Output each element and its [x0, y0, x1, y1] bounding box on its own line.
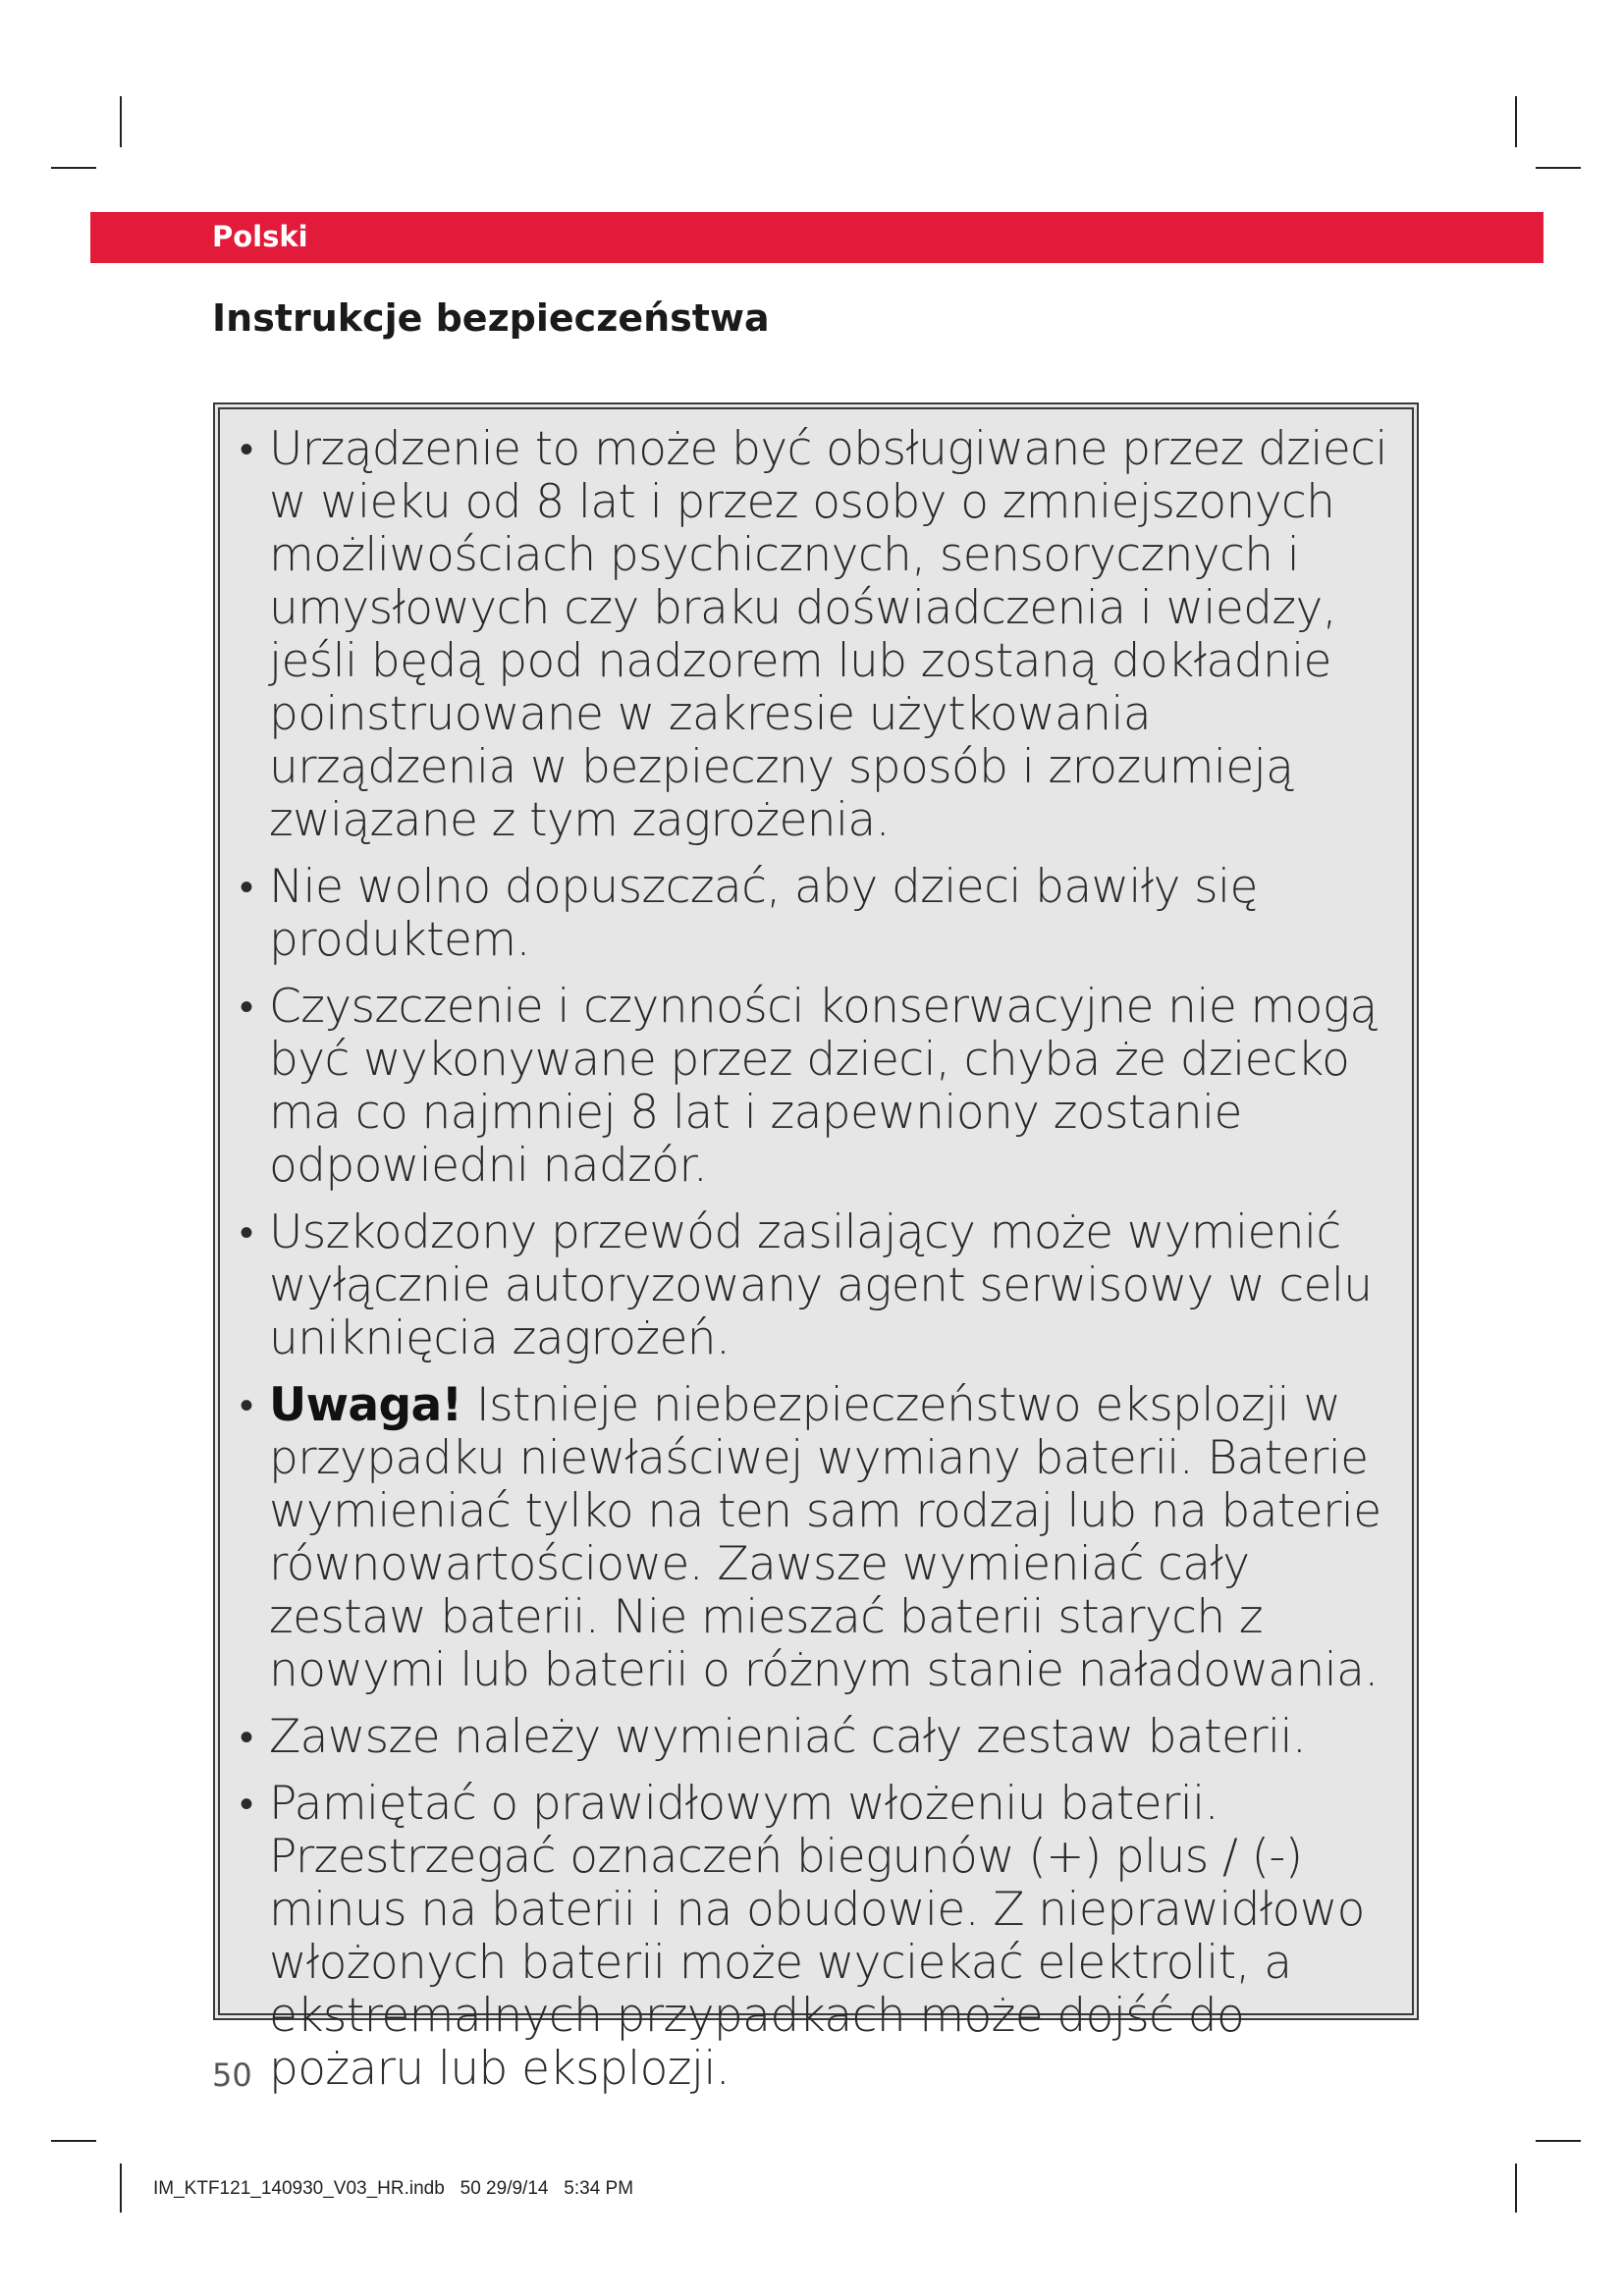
crop-mark: [1536, 167, 1581, 169]
crop-mark: [1515, 2163, 1517, 2213]
item-text: Czyszczenie i czynności konserwacyjne nie mogą być wykonywane przez dzieci, chyba że dziecko ma co najmniej 8 lat i zapewniony zostanie odpowiedni nadzór.: [269, 980, 1378, 1193]
item-text: Nie wolno dopuszczać, aby dzieci bawiły się produktem.: [269, 860, 1258, 967]
bullet-icon: •: [240, 1383, 253, 1428]
warning-emphasis: Uwaga!: [269, 1378, 462, 1432]
item-text: Pamiętać o prawidłowym włożeniu baterii. Przestrzegać oznaczeń biegunów (+) plus / (-) minus na baterii i na obudowie. Z nieprawidłowo włożonych baterii może wyciekać elektrolit, a ekstremalnych przypadkach może dojść do pożaru lub eksplozji.: [269, 1777, 1365, 2096]
crop-mark: [120, 96, 122, 147]
crop-mark: [1515, 96, 1517, 147]
bullet-icon: •: [240, 1782, 253, 1827]
section-title: Instrukcje bezpieczeństwa: [212, 296, 770, 340]
list-item: [240, 861, 1398, 967]
page-number: 50: [212, 2056, 252, 2094]
list-item: [240, 1206, 1398, 1365]
item-text: Istnieje niebezpieczeństwo eksplozji w przypadku niewłaściwej wymiany baterii. Baterie wymieniać tylko na ten sam rodzaj lub na baterie równowartościowe. Zawsze wymieniać cały zestaw baterii. Nie mieszać baterii starych z nowymi lub baterii o różnym stanie naładowania.: [269, 1378, 1381, 1697]
bullet-icon: •: [240, 1210, 253, 1255]
crop-mark: [1536, 2140, 1581, 2142]
list-item: [240, 1379, 1398, 1697]
bullet-icon: •: [240, 1715, 253, 1760]
list-item: [240, 981, 1398, 1193]
bullet-icon: •: [240, 865, 253, 910]
language-label: Polski: [212, 220, 308, 253]
item-text: Uszkodzony przewód zasilający może wymienić wyłącznie autoryzowany agent serwisowy w celu uniknięcia zagrożeń.: [269, 1205, 1373, 1365]
bullet-icon: •: [240, 427, 253, 472]
crop-mark: [51, 167, 96, 169]
safety-list: [240, 423, 1398, 2109]
item-text: Zawsze należy wymieniać cały zestaw baterii.: [269, 1710, 1307, 1764]
list-item: [240, 1711, 1398, 1764]
crop-mark: [51, 2140, 96, 2142]
crop-mark: [120, 2163, 122, 2213]
language-header-bar: [90, 212, 1543, 263]
list-item: [240, 423, 1398, 847]
item-text: Urządzenie to może być obsługiwane przez dzieci w wieku od 8 lat i przez osoby o zmniejszonych możliwościach psychicznych, sensorycznych i umysłowych czy braku doświadczenia i wiedzy, jeśli będą pod nadzorem lub zostaną dokładnie poinstruowane w zakresie użytkowania urządzenia w bezpieczny sposób i zrozumieją związane z tym zagrożenia.: [269, 422, 1387, 847]
bullet-icon: •: [240, 985, 253, 1030]
print-slug: IM_KTF121_140930_V03_HR.indb 50 29/9/14 5:34 PM: [153, 2178, 634, 2199]
list-item: [240, 1778, 1398, 2096]
